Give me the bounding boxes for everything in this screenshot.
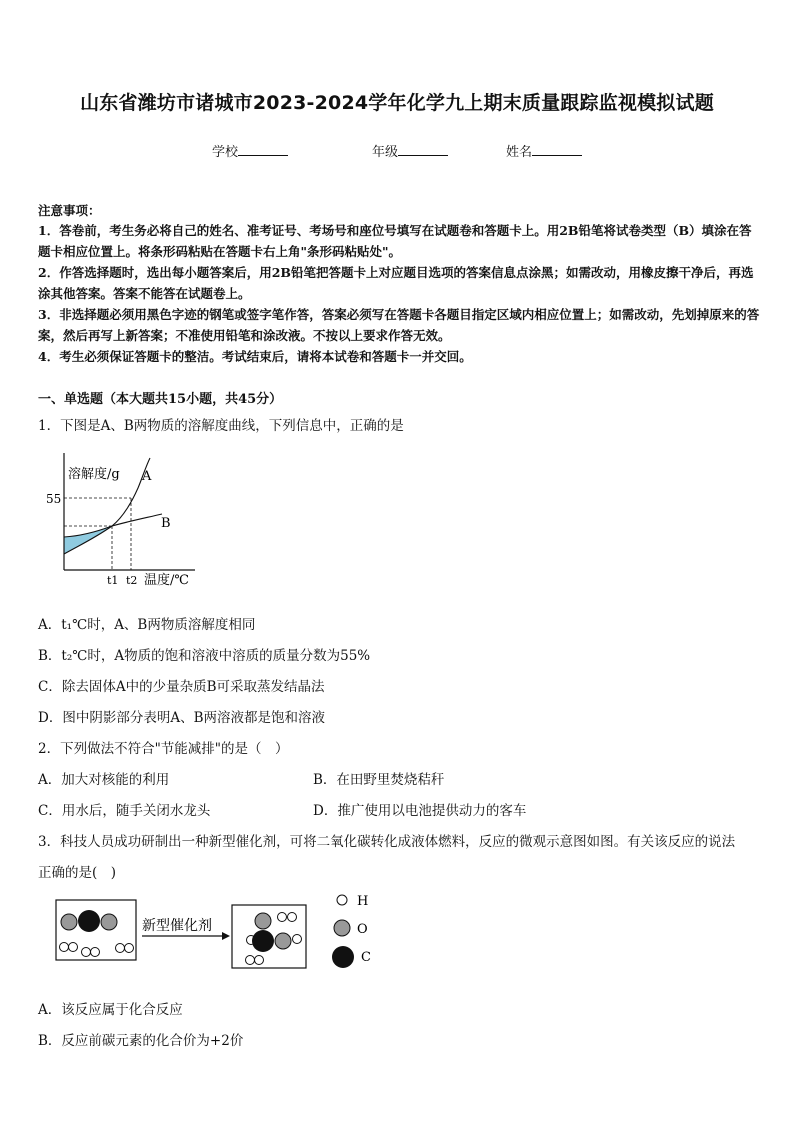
x-tick-t1: t1 [107, 574, 119, 587]
h-atom [288, 913, 297, 922]
h-atom [255, 956, 264, 965]
y-tick-55: 55 [46, 492, 62, 506]
curve-b [64, 514, 162, 537]
q1-option-c: C．除去固体A中的少量杂质B可采取蒸发结晶法 [38, 679, 325, 695]
q1-option-d: D．图中阴影部分表明A、B两溶液都是饱和溶液 [38, 710, 325, 726]
notice-item-4: 4．考生必须保证答题卡的整洁。考试结束后，请将本试卷和答题卡一并交回。 [38, 349, 472, 364]
section-heading: 一、单选题（本大题共15小题，共45分） [38, 392, 283, 407]
school-field [212, 141, 288, 160]
arrow-head [222, 932, 230, 940]
name-field [506, 141, 582, 160]
legend-h-label: H [357, 894, 369, 909]
legend-c-icon [332, 946, 354, 968]
h-atom [246, 956, 255, 965]
h-atom [125, 944, 134, 953]
page-title: 山东省潍坊市诸城市2023-2024学年化学九上期末质量跟踪监视模拟试题 [80, 92, 714, 114]
legend-c-label: C [361, 950, 371, 965]
q3-reaction-diagram [50, 888, 390, 976]
catalyst-label: 新型催化剂 [142, 918, 212, 934]
q1-solubility-chart [40, 448, 220, 593]
h-atom [293, 935, 302, 944]
q2-option-a: A．加大对核能的利用 [38, 772, 170, 788]
h-atom [116, 944, 125, 953]
legend-o-label: O [357, 922, 368, 937]
q2-option-b: B．在田野里焚烧秸秆 [313, 772, 445, 788]
q3-option-a: A．该反应属于化合反应 [38, 1002, 183, 1018]
grade-label: 年级 [372, 145, 399, 160]
notice-item-1: 1．答卷前，考生务必将自己的姓名、准考证号、考场号和座位号填写在试题卷和答题卡上。用2B铅笔将试卷类型（B）填涂在答题卡相应位置上。将条形码粘贴在答题卡右上角"条形码粘贴处"。 [38, 223, 752, 259]
h-atom [60, 943, 69, 952]
curve-a-label: A [142, 469, 152, 484]
school-blank [238, 143, 288, 156]
q1-option-b: B．t₂℃时，A物质的饱和溶液中溶质的质量分数为55% [38, 648, 371, 664]
school-label: 学校 [212, 145, 239, 160]
legend-h-icon [337, 895, 347, 905]
x-axis-label: 温度/℃ [144, 573, 189, 588]
co2-oxygen-right [101, 914, 117, 930]
notice-heading: 注意事项： [38, 203, 101, 218]
curve-b-label: B [161, 516, 171, 531]
grade-blank [398, 143, 448, 156]
y-axis-label: 溶解度/g [68, 467, 120, 482]
q3-option-b: B．反应前碳元素的化合价为+2价 [38, 1033, 244, 1049]
name-label: 姓名 [506, 145, 533, 160]
product-oxygen [255, 913, 271, 929]
q3-stem-line1: 3．科技人员成功研制出一种新型催化剂，可将二氧化碳转化成液体燃料，反应的微观示意图如图。有关该反应的说法 [38, 834, 736, 850]
grade-field [372, 141, 448, 160]
q2-stem: 2．下列做法不符合"节能减排"的是（ ） [38, 741, 289, 757]
name-blank [532, 143, 582, 156]
q1-option-a: A．t₁℃时，A、B两物质溶解度相同 [38, 617, 256, 633]
q2-option-c: C．用水后，随手关闭水龙头 [38, 803, 211, 819]
h-atom [69, 943, 78, 952]
notice-item-2: 2．作答选择题时，选出每小题答案后，用2B铅笔把答题卡上对应题目选项的答案信息点涂黑；如需改动，用橡皮擦干净后，再选涂其他答案。答案不能答在试题卷上。 [38, 265, 754, 301]
product-carbon [252, 930, 274, 952]
co2-carbon [78, 910, 100, 932]
q3-stem-line2: 正确的是( ) [38, 865, 117, 881]
product-oxygen [275, 933, 291, 949]
legend-o-icon [334, 920, 350, 936]
h-atom [91, 948, 100, 957]
notice-item-3: 3．非选择题必须用黑色字迹的钢笔或签字笔作答，答案必须写在答题卡各题目指定区域内相应位置上；如需改动，先划掉原来的答案，然后再写上新答案；不准使用铅笔和涂改液。不按以上要求作答无效。 [38, 307, 760, 343]
co2-oxygen-left [61, 914, 77, 930]
q2-option-d: D．推广使用以电池提供动力的客车 [313, 803, 527, 819]
h-atom [278, 913, 287, 922]
q1-stem: 1．下图是A、B两物质的溶解度曲线，下列信息中，正确的是 [38, 418, 404, 434]
x-tick-t2: t2 [126, 574, 138, 587]
h-atom [82, 948, 91, 957]
